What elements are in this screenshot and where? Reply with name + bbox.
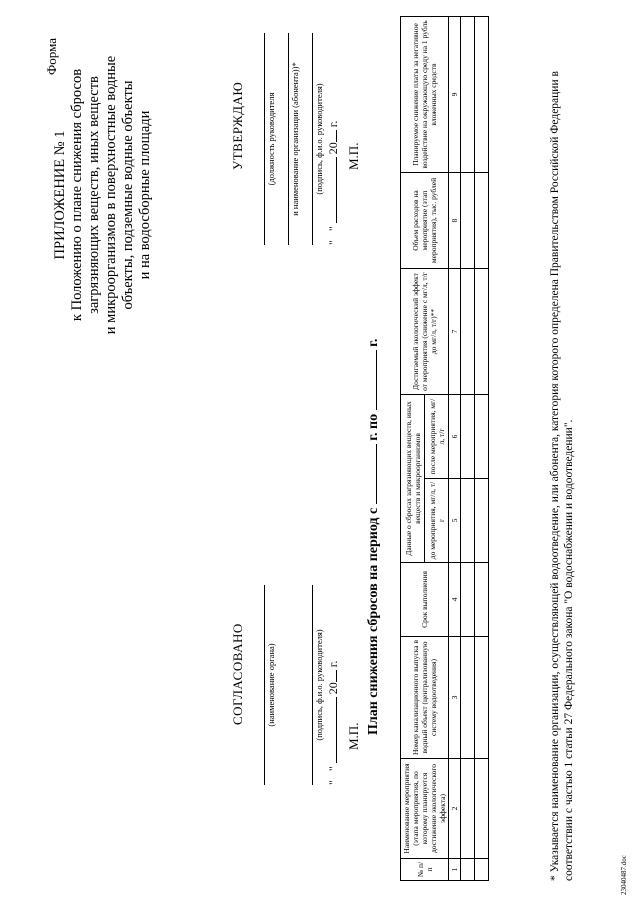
column-number: 3	[449, 637, 461, 759]
plan-table	[400, 16, 489, 881]
table-cell[interactable]	[475, 637, 489, 759]
agreed-date: " " 20 г.	[326, 660, 340, 785]
table-cell[interactable]	[475, 269, 489, 395]
appendix-heading	[52, 45, 154, 345]
column-number-row	[449, 17, 461, 881]
table-cell[interactable]	[461, 269, 475, 395]
header-cell: Номер канализационного выпуска в водный объект (централизованную систему водоотведения)	[401, 637, 449, 759]
position-caption: (должность руководителя	[266, 92, 276, 186]
agreed-signature-caption: (подпись, ф.и.о. руководителя)	[314, 629, 324, 741]
approval-date: " " 20 г.	[326, 120, 340, 245]
signature-line	[312, 33, 313, 245]
approve-stamp: М.П.	[346, 142, 361, 170]
plan-title: План снижения сбросов на период с г. по г.	[366, 338, 381, 735]
footnote: * Указывается наименование организации, осуществляющей водоотведение, или абонента, категория которого определена Правительством Российской Федерации в соответствии с частью 1 статьи 27 Федерального закона "О водоснабжении и водоотведении".	[549, 71, 575, 881]
table-cell[interactable]	[475, 759, 489, 859]
table-cell[interactable]	[461, 17, 475, 173]
table-cell[interactable]	[475, 395, 489, 479]
table-cell[interactable]	[461, 563, 475, 637]
header-cell: № п/п	[401, 859, 449, 881]
signature-caption: (подпись, ф.и.о. руководителя)	[314, 83, 324, 195]
header-cell: Достигаемый экологический эффект от мероприятия (снижение с мг/л, т/г до мг/л, т/г)**	[401, 269, 449, 395]
table-cell[interactable]	[475, 479, 489, 563]
form-label: Форма	[44, 38, 59, 75]
header-cell: после мероприятия, мг/л, т/г	[425, 395, 449, 479]
table-row	[461, 17, 475, 881]
table-cell[interactable]	[475, 17, 489, 173]
header-cell: Данные о сбросах загрязняющих веществ, иных веществ и микроорганизмов	[401, 395, 425, 563]
table-header-row	[401, 17, 425, 881]
agreed-stamp: М.П.	[346, 722, 361, 750]
column-number: 7	[449, 269, 461, 395]
org-caption: и наименование организации (абонента))*	[290, 62, 300, 216]
table-row	[475, 17, 489, 881]
appendix-title: ПРИЛОЖЕНИЕ № 1	[52, 130, 68, 260]
agreed-org-caption: (наименование органа)	[266, 643, 276, 727]
table-cell[interactable]	[461, 637, 475, 759]
appendix-line: загрязняющих веществ, иных веществ	[86, 76, 102, 314]
column-number: 4	[449, 563, 461, 637]
column-number: 1	[449, 859, 461, 881]
table-cell[interactable]	[461, 173, 475, 269]
position-line	[264, 33, 265, 245]
header-cell: Срок выполнения	[401, 563, 449, 637]
file-id: 23040487.doc	[620, 855, 628, 895]
header-cell: Объем расходов на мероприятие (этап мероприятия), тыс. рублей	[401, 173, 449, 269]
table-cell[interactable]	[461, 759, 475, 859]
appendix-line: объекты, подземные водные объекты	[120, 80, 136, 310]
header-cell: Планируемое снижение платы за негативное воздействие на окружающую среду на 1 рубль вложенных средств	[401, 17, 449, 173]
column-number: 9	[449, 17, 461, 173]
column-number: 2	[449, 759, 461, 859]
agreed-title: СОГЛАСОВАНО	[230, 623, 245, 725]
column-number: 5	[449, 479, 461, 563]
appendix-line: и микроорганизмов в поверхностные водные	[103, 55, 119, 335]
table-cell[interactable]	[461, 395, 475, 479]
approve-title: УТВЕРЖДАЮ	[230, 81, 245, 170]
table-cell[interactable]	[461, 859, 475, 881]
header-cell: Наименование мероприятия (этапа мероприятия, по которому планируется достижение экологического эффекта)	[401, 759, 449, 859]
table-cell[interactable]	[475, 563, 489, 637]
appendix-line: к Положению о плане снижения сбросов	[69, 68, 85, 322]
agreed-org-line	[264, 585, 265, 785]
agreed-signature-line	[312, 585, 313, 785]
table-cell[interactable]	[475, 859, 489, 881]
org-line	[288, 33, 289, 245]
column-number: 8	[449, 173, 461, 269]
column-number: 6	[449, 395, 461, 479]
header-cell: до мероприятия, мг/л, т/г	[425, 479, 449, 563]
appendix-line: и на водосборные площади	[137, 110, 153, 280]
table-cell[interactable]	[475, 173, 489, 269]
table-cell[interactable]	[461, 479, 475, 563]
